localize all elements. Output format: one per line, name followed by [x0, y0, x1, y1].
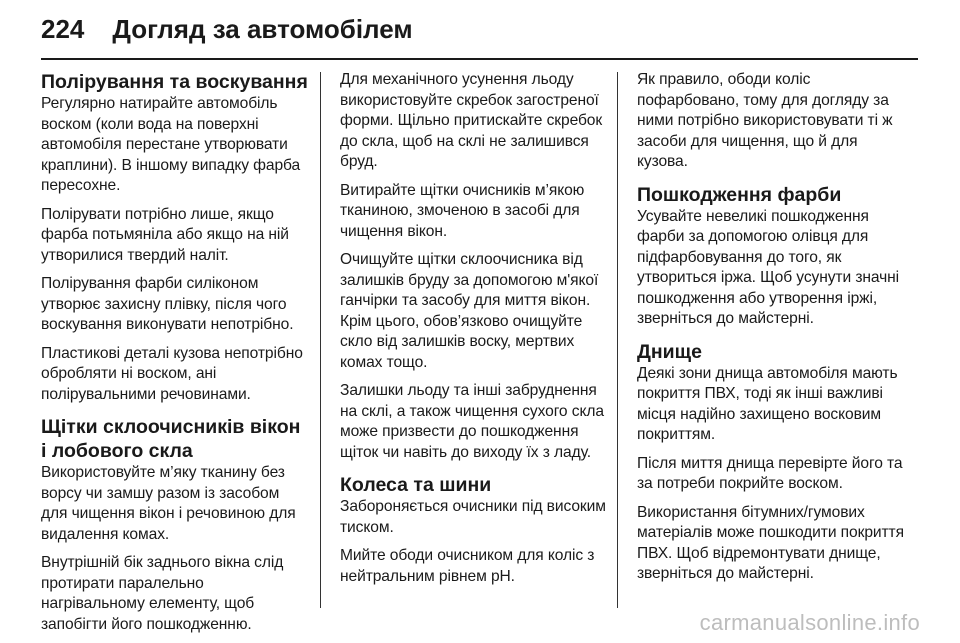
- paragraph: Полірування фарби силіконом утворює захисну плівку, після чого воскування виконувати непотрібно.: [41, 275, 294, 333]
- section-heading-polishing: Полірування та воскування: [41, 71, 308, 93]
- column-2: [340, 70, 608, 595]
- column-3: [637, 70, 905, 593]
- page-number: 224: [41, 14, 85, 44]
- paragraph: Полірувати потрібно лише, якщо фарба потьмяніла або якщо на ній утворилися твердий наліт.: [41, 205, 289, 264]
- paragraph: Пластикові деталі кузова непотрібно обробляти ні воском, ані полірувальними речовинами.: [41, 344, 303, 403]
- paragraph: Використання бітумних/гумових матеріалів може пошкодити покриття ПВХ. Щоб відремонтувати днище, зверніться до майстерні.: [637, 503, 904, 582]
- section-heading-underbody: Днище: [637, 340, 702, 363]
- section-heading-paint-damage: Пошкодження фарби: [637, 183, 842, 206]
- paragraph: Регулярно натирайте автомобіль воском (коли вода на поверхні автомобіля перестане утворювати краплини). В іншому випадку фарба пересохне.: [41, 95, 301, 194]
- paragraph: Для механічного усунення льоду використовуйте скребок загостреної форми. Щільно притискайте скребок до скла, щоб на склі не залишився бруд.: [340, 71, 603, 170]
- paragraph: Після миття днища перевірте його та за потреби покрийте воском.: [637, 454, 903, 492]
- section-heading-wipers: Щітки склоочисників вікон і лобового скла: [41, 416, 301, 462]
- column-1: [41, 70, 309, 643]
- column-divider-2: [617, 72, 618, 608]
- paragraph: Залишки льоду та інші забруднення на склі, а також чищення сухого скла може призвести до пошкодження щіток чи навіть до виходу їх з ладу.: [340, 382, 604, 461]
- section-heading-wheels: Колеса та шини: [340, 474, 492, 496]
- paragraph: Забороняється очисники під високим тиском.: [340, 498, 606, 536]
- column-divider-1: [320, 72, 321, 608]
- page-header: [41, 14, 413, 50]
- watermark-text: carmanualsonline.info: [699, 610, 920, 635]
- paragraph: Усувайте невеликі пошкодження фарби за допомогою олівця для підфарбовування до того, як утвориться іржа. Щоб усунути значні пошкодження або утворення іржі, зверніться до майстерні.: [637, 207, 900, 327]
- paragraph: Очищуйте щітки склоочисника від залишків бруду за допомогою м'якої ганчірки та засобу для миття вікон. Крім цього, обов’язково очищуйте скло від залишків воску, мертвих комах тощо.: [340, 251, 599, 371]
- paragraph: Використовуйте м’яку тканину без ворсу чи замшу разом із засобом для чищення вікон і речовиною для видалення комах.: [41, 464, 296, 543]
- paragraph: Внутрішній бік заднього вікна слід протирати паралельно нагрівальному елементу, щоб запобігти його пошкодженню.: [41, 554, 284, 633]
- paragraph: Як правило, ободи коліс пофарбовано, тому для догляду за ними потрібно використовувати ті ж засоби для чищення, що й для кузова.: [637, 71, 893, 170]
- header-rule: [41, 58, 918, 60]
- paragraph: Витирайте щітки очисників м’якою тканиною, змоченою в засобі для чищення вікон.: [340, 181, 585, 240]
- page-title: Догляд за автомобілем: [112, 14, 413, 44]
- paragraph: Мийте ободи очисником для коліс з нейтральним рівнем pH.: [340, 547, 595, 585]
- paragraph: Деякі зони днища автомобіля мають покриття ПВХ, тоді як інші важливі місця надійно захищено восковим покриттям.: [637, 364, 898, 443]
